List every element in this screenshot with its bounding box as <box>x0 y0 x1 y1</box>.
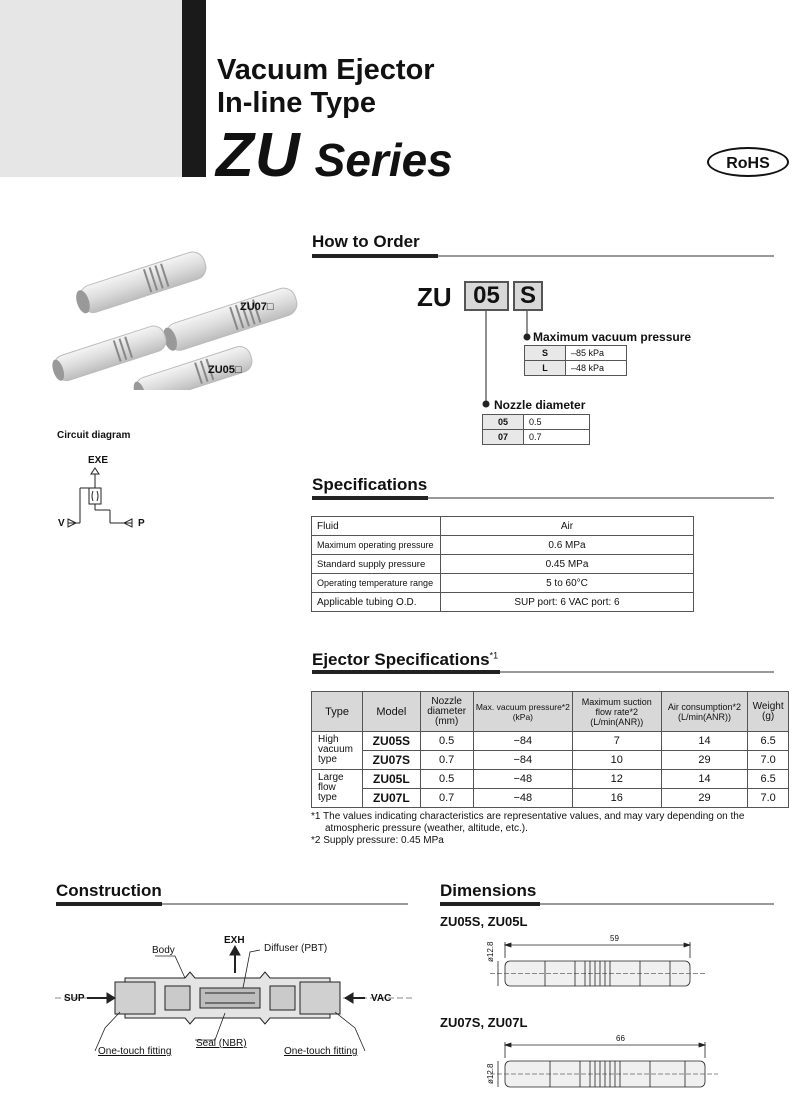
ejector-rule-gray <box>500 671 774 673</box>
note-1a: *1 The values indicating characteristics are representative values, and may vary depending on the <box>311 811 745 822</box>
th-max-vacuum: Max. vacuum pressure*2 (kPa) <box>473 692 572 732</box>
label-diffuser: Diffuser (PBT) <box>264 943 328 954</box>
flow-cell: 10 <box>572 751 661 770</box>
circuit-diagram <box>60 462 150 532</box>
how-to-order-title: How to Order <box>312 232 420 251</box>
label-fitting-right: One-touch fitting <box>284 1046 358 1057</box>
nozzle-cell: 0.5 <box>420 770 473 789</box>
ejector-specs-title <box>312 650 498 670</box>
nozzle-row <box>483 430 590 445</box>
th-max-flow: Maximum suction flow rate*2 (L/min(ANR)) <box>572 692 661 732</box>
air-cell: 29 <box>661 751 748 770</box>
construction-rule-gray <box>162 903 408 905</box>
value: –48 kPa <box>566 361 627 376</box>
product-photo <box>48 245 298 390</box>
spec-value: 0.45 MPa <box>441 555 694 574</box>
nozzle-diameter-table <box>482 414 590 445</box>
value: –85 kPa <box>566 346 627 361</box>
th-model: Model <box>363 692 420 732</box>
spec-value: 5 to 60°C <box>441 574 694 593</box>
weight-cell: 6.5 <box>748 732 789 751</box>
how-to-order-rule <box>312 254 438 258</box>
label-sup: SUP <box>64 993 85 1004</box>
weight-cell: 7.0 <box>748 751 789 770</box>
dim-model-b: ZU07S, ZU07L <box>440 1015 528 1030</box>
order-pressure-code: S <box>513 281 543 311</box>
type-cell: Large flow type <box>312 770 363 808</box>
spec-label: Maximum operating pressure <box>312 536 441 555</box>
flow-cell: 7 <box>572 732 661 751</box>
ejector-notes <box>311 811 791 847</box>
series-word: Series <box>314 134 453 186</box>
th-weight: Weight (g) <box>748 692 789 732</box>
dim-dia-a: ø12.8 <box>486 941 495 962</box>
order-nozzle-code: 05 <box>464 281 509 311</box>
max-vacuum-row <box>525 346 627 361</box>
spec-value: Air <box>441 517 694 536</box>
max-vacuum-label: Maximum vacuum pressure <box>533 330 692 344</box>
value: 0.5 <box>524 415 590 430</box>
ejector-row <box>312 751 789 770</box>
ejector-header-row <box>312 692 789 732</box>
dim-drawing-a <box>490 940 710 990</box>
dim-dia-b: ø12.8 <box>486 1063 495 1084</box>
ejector-table <box>311 691 789 808</box>
title-line-1: Vacuum Ejector <box>217 54 435 86</box>
air-cell: 14 <box>661 732 748 751</box>
spec-label: Operating temperature range <box>312 574 441 593</box>
rohs-badge: RoHS <box>707 147 789 177</box>
spec-row <box>312 593 694 612</box>
header-black-bar <box>182 0 206 177</box>
circuit-v-label: V <box>58 518 65 529</box>
value: 0.7 <box>524 430 590 445</box>
specifications-table <box>311 516 694 612</box>
flow-cell: 16 <box>572 789 661 808</box>
vacuum-cell: −84 <box>473 751 572 770</box>
ejector-title-sup: *1 <box>489 650 499 661</box>
spec-label: Applicable tubing O.D. <box>312 593 441 612</box>
order-prefix: ZU <box>417 282 452 312</box>
label-body: Body <box>152 945 175 956</box>
specifications-rule-gray <box>428 497 774 499</box>
series-title <box>216 120 453 191</box>
vacuum-cell: −48 <box>473 770 572 789</box>
how-to-order-rule-gray <box>438 255 774 257</box>
code: S <box>525 346 566 361</box>
nozzle-cell: 0.7 <box>420 751 473 770</box>
spec-row <box>312 574 694 593</box>
spec-row <box>312 555 694 574</box>
ejector-row <box>312 789 789 808</box>
ejector-row <box>312 770 789 789</box>
air-cell: 29 <box>661 789 748 808</box>
nozzle-cell: 0.5 <box>420 732 473 751</box>
model-cell: ZU07S <box>363 751 420 770</box>
model-cell: ZU07L <box>363 789 420 808</box>
th-nozzle: Nozzle diameter (mm) <box>420 692 473 732</box>
dim-length-a: 59 <box>610 934 619 943</box>
dim-drawing-b <box>490 1040 720 1092</box>
spec-value: 0.6 MPa <box>441 536 694 555</box>
type-cell: High vacuum type <box>312 732 363 770</box>
nozzle-cell: 0.7 <box>420 789 473 808</box>
dimensions-rule <box>440 902 540 906</box>
dim-length-b: 66 <box>616 1034 625 1043</box>
code: 05 <box>483 415 524 430</box>
spec-label: Fluid <box>312 517 441 536</box>
label-fitting-left: One-touch fitting <box>98 1046 172 1057</box>
ejector-row <box>312 732 789 751</box>
air-cell: 14 <box>661 770 748 789</box>
flow-cell: 12 <box>572 770 661 789</box>
title-line-2: In-line Type <box>217 87 376 119</box>
weight-cell: 6.5 <box>748 770 789 789</box>
circuit-exe-label: EXE <box>88 455 109 466</box>
vacuum-cell: −48 <box>473 789 572 808</box>
nozzle-diameter-label: Nozzle diameter <box>494 398 586 412</box>
circuit-p-label: P <box>138 518 145 529</box>
dimensions-title: Dimensions <box>440 881 537 900</box>
max-vacuum-table <box>524 345 627 376</box>
vacuum-cell: −84 <box>473 732 572 751</box>
specifications-title: Specifications <box>312 475 428 494</box>
construction-title: Construction <box>56 881 162 900</box>
dim-model-a: ZU05S, ZU05L <box>440 914 528 929</box>
spec-row <box>312 536 694 555</box>
weight-cell: 7.0 <box>748 789 789 808</box>
dimensions-rule-gray <box>540 903 774 905</box>
ejector-rule <box>312 670 500 674</box>
series-code: ZU <box>216 121 301 190</box>
label-seal: Seal (NBR) <box>196 1038 247 1049</box>
max-vacuum-row <box>525 361 627 376</box>
spec-label: Standard supply pressure <box>312 555 441 574</box>
note-2: *2 Supply pressure: 0.45 MPa <box>311 835 444 846</box>
spec-row <box>312 517 694 536</box>
label-exh: EXH <box>224 935 245 946</box>
spec-value: SUP port: 6 VAC port: 6 <box>441 593 694 612</box>
circuit-title: Circuit diagram <box>57 430 131 441</box>
code: L <box>525 361 566 376</box>
th-air-consumption: Air consumption*2 (L/min(ANR)) <box>661 692 748 732</box>
label-vac: VAC <box>371 993 392 1004</box>
ejector-title-text: Ejector Specifications <box>312 650 490 669</box>
construction-rule <box>56 902 162 906</box>
model-cell: ZU05S <box>363 732 420 751</box>
th-type: Type <box>312 692 363 732</box>
product-label-zu07: ZU07□ <box>240 301 274 313</box>
model-cell: ZU05L <box>363 770 420 789</box>
note-1b: atmospheric pressure (weather, altitude, etc.). <box>325 823 528 834</box>
specifications-rule <box>312 496 428 500</box>
code: 07 <box>483 430 524 445</box>
header-gray-panel <box>0 0 182 177</box>
nozzle-row <box>483 415 590 430</box>
product-label-zu05: ZU05□ <box>208 364 242 376</box>
